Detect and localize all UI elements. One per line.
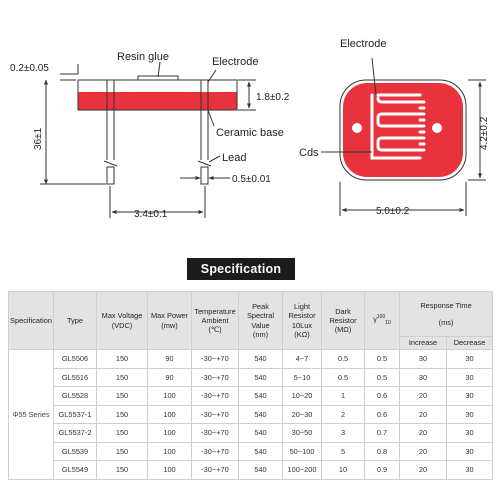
cell-type: GL5506 xyxy=(54,350,97,369)
cell-type: GL5537-2 xyxy=(54,424,97,443)
cell-type: GL5528 xyxy=(54,387,97,406)
lead-diameter-dim: 0.5±0.01 xyxy=(232,174,271,185)
header-light-resistor: Light Resistor 10Lux (KΩ) xyxy=(283,292,322,350)
cell-gamma: 0.5 xyxy=(365,368,400,387)
cell-decrease: 30 xyxy=(447,350,493,369)
cell-peak: 540 xyxy=(239,461,283,480)
cell-light: 5~10 xyxy=(283,368,322,387)
header-max-power: Max Power (mw) xyxy=(148,292,192,350)
cell-increase: 20 xyxy=(400,424,447,443)
cell-light: 100~200 xyxy=(283,461,322,480)
cell-peak: 540 xyxy=(239,424,283,443)
cell-light: 20~30 xyxy=(283,405,322,424)
cell-increase: 20 xyxy=(400,405,447,424)
ceramic-base-label: Ceramic base xyxy=(216,127,284,139)
cell-dark: 3 xyxy=(322,424,365,443)
series-label: Φ55 Series xyxy=(9,350,54,480)
top-view xyxy=(321,58,486,216)
specification-title: Specification xyxy=(187,258,295,280)
cell-peak: 540 xyxy=(239,442,283,461)
base-height-dim: 1.8±0.2 xyxy=(256,92,290,103)
side-view xyxy=(40,62,256,218)
cell-type: GL5549 xyxy=(54,461,97,480)
cell-gamma: 0.5 xyxy=(365,350,400,369)
cell-temp: -30~+70 xyxy=(192,350,239,369)
depth-dim: 4.2±0.2 xyxy=(479,116,490,150)
table-row xyxy=(9,387,493,406)
lead-label: Lead xyxy=(222,152,247,164)
width-dim: 5.0±0.2 xyxy=(376,206,410,217)
header-response-time: Response Time (ms) xyxy=(400,292,493,337)
cell-gamma: 0.6 xyxy=(365,405,400,424)
header-temperature: Temperature Ambient (℃) xyxy=(192,292,239,350)
resin-layer xyxy=(78,92,237,110)
cell-power: 90 xyxy=(148,350,192,369)
pin-hole-right xyxy=(432,123,442,133)
cell-dark: 5 xyxy=(322,442,365,461)
cell-voltage: 150 xyxy=(97,442,148,461)
cell-increase: 30 xyxy=(400,350,447,369)
electrode-label: Electrode xyxy=(212,56,259,68)
table-row xyxy=(9,424,493,443)
cell-dark: 0.5 xyxy=(322,350,365,369)
specification-table xyxy=(8,291,493,480)
cell-dark: 1 xyxy=(322,387,365,406)
pin-hole-left xyxy=(352,123,362,133)
cell-increase: 30 xyxy=(400,368,447,387)
cell-power: 100 xyxy=(148,405,192,424)
cell-power: 90 xyxy=(148,368,192,387)
cell-increase: 20 xyxy=(400,387,447,406)
cell-decrease: 30 xyxy=(447,424,493,443)
specification-table-body xyxy=(9,350,493,480)
cell-peak: 540 xyxy=(239,350,283,369)
cell-light: 4~7 xyxy=(283,350,322,369)
resin-glue-label: Resin glue xyxy=(117,51,169,63)
cell-voltage: 150 xyxy=(97,405,148,424)
cell-gamma: 0.6 xyxy=(365,387,400,406)
header-peak-spectral: Peak Spectral Value (nm) xyxy=(239,292,283,350)
table-row xyxy=(9,405,493,424)
cell-temp: -30~+70 xyxy=(192,405,239,424)
electrode-top-label: Electrode xyxy=(340,38,387,50)
header-max-voltage: Max Voltage (VDC) xyxy=(97,292,148,350)
cell-dark: 0.5 xyxy=(322,368,365,387)
cell-power: 100 xyxy=(148,387,192,406)
cell-gamma: 0.8 xyxy=(365,442,400,461)
cell-peak: 540 xyxy=(239,405,283,424)
cell-peak: 540 xyxy=(239,368,283,387)
cds-label: Cds xyxy=(299,147,319,159)
cell-decrease: 30 xyxy=(447,387,493,406)
cell-type: GL5537-1 xyxy=(54,405,97,424)
cell-temp: -30~+70 xyxy=(192,442,239,461)
cell-power: 100 xyxy=(148,442,192,461)
cell-gamma: 0.7 xyxy=(365,424,400,443)
cell-voltage: 150 xyxy=(97,387,148,406)
header-dark-resistor: Dark Resistor (MΩ) xyxy=(322,292,365,350)
cell-temp: -30~+70 xyxy=(192,461,239,480)
header-type: Type xyxy=(54,292,97,350)
thickness-dim: 0.2±0.05 xyxy=(10,63,49,74)
header-increase: Increase xyxy=(400,337,447,350)
table-row xyxy=(9,461,493,480)
cell-type: GL5539 xyxy=(54,442,97,461)
table-row xyxy=(9,350,493,369)
cell-dark: 10 xyxy=(322,461,365,480)
cell-power: 100 xyxy=(148,424,192,443)
cell-decrease: 30 xyxy=(447,368,493,387)
cell-temp: -30~+70 xyxy=(192,368,239,387)
cell-temp: -30~+70 xyxy=(192,424,239,443)
cell-increase: 20 xyxy=(400,461,447,480)
table-row xyxy=(9,442,493,461)
cell-power: 100 xyxy=(148,461,192,480)
header-decrease: Decrease xyxy=(447,337,493,350)
header-gamma: $\gamma^{100}_{10}$ xyxy=(365,292,400,350)
cell-voltage: 150 xyxy=(97,350,148,369)
cell-decrease: 30 xyxy=(447,405,493,424)
cell-voltage: 150 xyxy=(97,461,148,480)
pin-spacing-dim: 3.4±0.1 xyxy=(134,209,168,220)
cell-peak: 540 xyxy=(239,387,283,406)
cell-temp: -30~+70 xyxy=(192,387,239,406)
height-dim: 36±1 xyxy=(33,127,44,150)
cell-decrease: 30 xyxy=(447,461,493,480)
table-row xyxy=(9,368,493,387)
cell-voltage: 150 xyxy=(97,424,148,443)
cell-dark: 2 xyxy=(322,405,365,424)
cell-gamma: 0.9 xyxy=(365,461,400,480)
cell-voltage: 150 xyxy=(97,368,148,387)
cell-light: 50~100 xyxy=(283,442,322,461)
cell-type: GL5516 xyxy=(54,368,97,387)
cell-light: 10~20 xyxy=(283,387,322,406)
header-specification: Specification xyxy=(9,292,54,350)
cell-increase: 20 xyxy=(400,442,447,461)
cell-light: 30~50 xyxy=(283,424,322,443)
cell-decrease: 30 xyxy=(447,442,493,461)
